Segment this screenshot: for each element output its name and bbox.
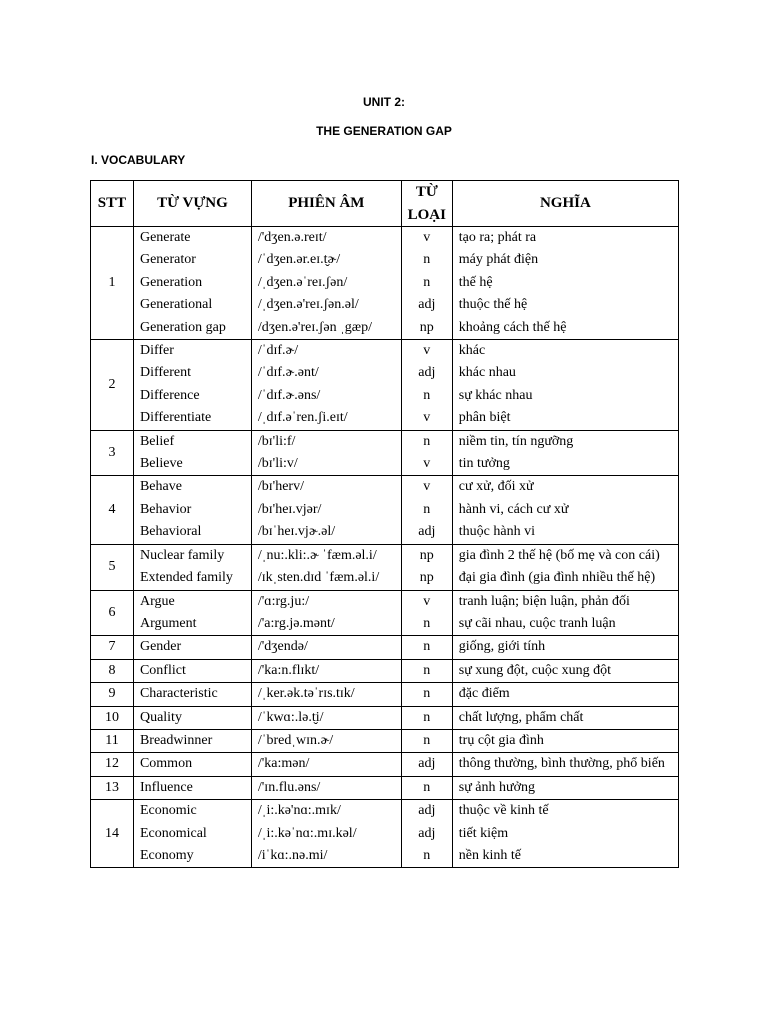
pronunciation: /bɪ'li:f/ — [257, 433, 296, 449]
vocab-word: Differ — [139, 343, 174, 359]
row-number: 12 — [91, 753, 134, 776]
meaning-cell — [452, 590, 678, 636]
table-row — [91, 476, 679, 544]
meaning-cell — [452, 227, 678, 340]
pronunciation-cell — [251, 590, 401, 636]
part-of-speech: n — [423, 847, 431, 863]
part-of-speech: n — [423, 639, 431, 655]
vocab-word: Influence — [139, 779, 193, 795]
pronunciation: /ˌi:.kə'nɑ:.mɪk/ — [257, 803, 341, 819]
header-pos: TỪ LOẠI — [401, 181, 452, 227]
pronunciation: /'dʒendə/ — [257, 639, 308, 655]
row-number: 5 — [91, 544, 134, 590]
pronunciation: /'ɪn.flu.əns/ — [257, 779, 321, 795]
pronunciation: /ˌdʒen.əˈreɪ.ʃən/ — [257, 274, 348, 290]
pronunciation: /ɪkˌsten.dɪd ˈfæm.əl.i/ — [257, 570, 380, 586]
table-row — [91, 753, 679, 776]
pronunciation: /ˌdɪf.əˈren.ʃi.eɪt/ — [257, 410, 348, 426]
table-row — [91, 590, 679, 636]
part-of-speech-cell — [401, 729, 452, 752]
pronunciation-cell — [251, 430, 401, 476]
vocab-word-cell — [133, 430, 251, 476]
vocab-word: Generational — [139, 297, 213, 313]
part-of-speech: adj — [418, 297, 436, 313]
pronunciation: /'ɑ:rg.ju:/ — [257, 593, 310, 609]
part-of-speech: n — [423, 433, 431, 449]
pronunciation-cell — [251, 729, 401, 752]
vocab-word-cell — [133, 800, 251, 868]
meaning-cell — [452, 544, 678, 590]
meaning: thông thường, bình thường, phổ biến — [458, 756, 665, 772]
pronunciation-cell — [251, 706, 401, 729]
vocab-word: Argue — [139, 593, 175, 609]
vocab-word: Generation — [139, 274, 203, 290]
pronunciation-cell — [251, 476, 401, 544]
vocab-word-cell — [133, 636, 251, 659]
header-stt: STT — [91, 181, 134, 227]
part-of-speech: v — [423, 456, 431, 472]
table-row — [91, 544, 679, 590]
vocab-word-cell — [133, 340, 251, 431]
row-number: 2 — [91, 340, 134, 431]
row-number: 3 — [91, 430, 134, 476]
section-heading: I. VOCABULARY — [91, 153, 186, 167]
table-row — [91, 683, 679, 706]
meaning: tạo ra; phát ra — [458, 230, 537, 245]
part-of-speech-cell — [401, 340, 452, 431]
meaning: phân biệt — [458, 410, 511, 426]
meaning: thế hệ — [458, 274, 493, 290]
pronunciation: /ˌker.ək.təˈrɪs.tɪk/ — [257, 686, 355, 702]
vocab-word: Difference — [139, 387, 200, 403]
pronunciation-cell — [251, 683, 401, 706]
part-of-speech-cell — [401, 430, 452, 476]
part-of-speech-cell — [401, 800, 452, 868]
pronunciation: /'dʒen.ə.reɪt/ — [257, 230, 327, 245]
meaning: thuộc về kinh tế — [458, 803, 549, 819]
part-of-speech-cell — [401, 753, 452, 776]
vocab-word-cell — [133, 476, 251, 544]
vocab-word-cell — [133, 659, 251, 682]
table-header-row — [91, 181, 679, 227]
meaning: thuộc thế hệ — [458, 297, 528, 313]
meaning-cell — [452, 636, 678, 659]
part-of-speech: n — [423, 779, 431, 795]
meaning-cell — [452, 776, 678, 799]
pronunciation-cell — [251, 340, 401, 431]
meaning: tranh luận; biện luận, phản đối — [458, 593, 630, 609]
meaning: khác — [458, 343, 486, 359]
meaning: đại gia đình (gia đình nhiều thế hệ) — [458, 570, 656, 586]
row-number: 14 — [91, 800, 134, 868]
vocab-word: Behavior — [139, 501, 192, 517]
vocab-word: Common — [139, 756, 193, 772]
meaning: sự cãi nhau, cuộc tranh luận — [458, 615, 616, 631]
pronunciation: /ˈdɪf.ɚ/ — [257, 343, 299, 359]
vocab-word-cell — [133, 544, 251, 590]
meaning: khác nhau — [458, 365, 516, 381]
row-number: 11 — [91, 729, 134, 752]
part-of-speech: n — [423, 252, 431, 268]
meaning-cell — [452, 706, 678, 729]
pronunciation-cell — [251, 753, 401, 776]
pronunciation: /bɪ'heɪ.vjər/ — [257, 501, 322, 517]
meaning-cell — [452, 476, 678, 544]
vocab-word: Economic — [139, 803, 197, 819]
meaning: hành vi, cách cư xử — [458, 501, 569, 517]
meaning: thuộc hành vi — [458, 524, 535, 540]
meaning: chất lượng, phẩm chất — [458, 709, 584, 725]
meaning: giống, giới tính — [458, 639, 546, 655]
meaning-cell — [452, 683, 678, 706]
meaning-cell — [452, 659, 678, 682]
meaning: trụ cột gia đình — [458, 732, 544, 748]
part-of-speech-cell — [401, 544, 452, 590]
table-row — [91, 776, 679, 799]
row-number: 8 — [91, 659, 134, 682]
part-of-speech-cell — [401, 227, 452, 340]
table-row — [91, 227, 679, 340]
meaning: sự khác nhau — [458, 387, 533, 403]
vocab-word: Argument — [139, 615, 197, 631]
part-of-speech: adj — [418, 524, 436, 540]
vocab-word-cell — [133, 776, 251, 799]
pronunciation-cell — [251, 636, 401, 659]
pronunciation: /ˈkwɑ:.lə.t̬i/ — [257, 709, 324, 725]
row-number: 7 — [91, 636, 134, 659]
part-of-speech: v — [423, 410, 431, 426]
part-of-speech: n — [423, 662, 431, 678]
row-number: 1 — [91, 227, 134, 340]
meaning: gia đình 2 thế hệ (bố mẹ và con cái) — [458, 547, 660, 563]
vocabulary-table — [90, 180, 679, 868]
unit-title: UNIT 2: — [363, 95, 405, 109]
pronunciation: /ˌnu:.kli:.ɚ ˈfæm.əl.i/ — [257, 547, 377, 563]
vocab-word: Breadwinner — [139, 732, 213, 748]
vocab-word: Conflict — [139, 662, 186, 678]
vocab-word: Different — [139, 365, 192, 381]
table-row — [91, 800, 679, 868]
table-row — [91, 636, 679, 659]
part-of-speech: n — [423, 274, 431, 290]
meaning-cell — [452, 340, 678, 431]
vocab-word-cell — [133, 683, 251, 706]
table-row — [91, 340, 679, 431]
table-row — [91, 430, 679, 476]
vocab-word: Believe — [139, 456, 183, 472]
pronunciation-cell — [251, 544, 401, 590]
row-number: 4 — [91, 476, 134, 544]
pronunciation: /iˈkɑ:.nə.mi/ — [257, 847, 328, 863]
row-number: 9 — [91, 683, 134, 706]
meaning: cư xử, đối xử — [458, 479, 534, 495]
part-of-speech: v — [423, 593, 431, 609]
vocab-word: Nuclear family — [139, 547, 225, 563]
vocab-word: Economy — [139, 847, 194, 863]
part-of-speech: adj — [418, 756, 436, 772]
pronunciation: /ˈdʒen.ər.eɪ.t̬ɚ/ — [257, 252, 341, 268]
vocab-word: Quality — [139, 709, 182, 725]
vocab-word: Gender — [139, 639, 182, 655]
row-number: 6 — [91, 590, 134, 636]
vocab-word-cell — [133, 227, 251, 340]
meaning: tin tưởng — [458, 456, 510, 472]
row-number: 10 — [91, 706, 134, 729]
vocab-word: Generate — [139, 230, 191, 245]
part-of-speech: adj — [418, 825, 436, 841]
vocab-word: Differentiate — [139, 410, 212, 426]
vocab-word-cell — [133, 753, 251, 776]
pronunciation: /ˈdɪf.ɚ.ənt/ — [257, 365, 319, 381]
part-of-speech: v — [423, 230, 431, 245]
part-of-speech: adj — [418, 365, 436, 381]
part-of-speech: np — [419, 547, 434, 563]
vocab-word: Generator — [139, 252, 196, 268]
topic-title: THE GENERATION GAP — [316, 124, 452, 138]
vocab-word: Extended family — [139, 570, 233, 586]
pronunciation: /ˌi:.kəˈnɑ:.mɪ.kəl/ — [257, 825, 357, 841]
part-of-speech-cell — [401, 706, 452, 729]
vocab-word: Behavioral — [139, 524, 202, 540]
part-of-speech-cell — [401, 683, 452, 706]
meaning: sự xung đột, cuộc xung đột — [458, 662, 612, 678]
meaning: máy phát điện — [458, 252, 539, 268]
table-row — [91, 706, 679, 729]
table-row — [91, 659, 679, 682]
header-word: TỪ VỰNG — [133, 181, 251, 227]
pronunciation: /bɪ'herv/ — [257, 479, 304, 495]
pronunciation: /'ka:n.flɪkt/ — [257, 662, 320, 678]
pronunciation: /ˌdʒen.ə'reɪ.ʃən.əl/ — [257, 297, 359, 313]
meaning: khoảng cách thế hệ — [458, 319, 567, 335]
vocab-word: Behave — [139, 479, 182, 495]
part-of-speech: n — [423, 686, 431, 702]
pronunciation-cell — [251, 659, 401, 682]
part-of-speech: np — [419, 319, 434, 335]
part-of-speech: n — [423, 615, 431, 631]
pronunciation-cell — [251, 776, 401, 799]
part-of-speech: v — [423, 343, 431, 359]
part-of-speech: v — [423, 479, 431, 495]
part-of-speech: adj — [418, 803, 436, 819]
vocab-word: Generation gap — [139, 319, 226, 335]
part-of-speech: np — [419, 570, 434, 586]
meaning: sự ảnh hưởng — [458, 779, 536, 795]
vocab-word-cell — [133, 706, 251, 729]
part-of-speech: n — [423, 387, 431, 403]
header-meaning: NGHĨA — [452, 181, 678, 227]
part-of-speech: n — [423, 732, 431, 748]
pronunciation: /'ka:mən/ — [257, 756, 310, 772]
meaning-cell — [452, 430, 678, 476]
part-of-speech-cell — [401, 590, 452, 636]
meaning-cell — [452, 800, 678, 868]
pronunciation-cell — [251, 800, 401, 868]
pronunciation: /'a:rg.jə.mənt/ — [257, 615, 335, 631]
table-body — [91, 227, 679, 868]
meaning-cell — [452, 729, 678, 752]
vocab-word: Belief — [139, 433, 175, 449]
part-of-speech-cell — [401, 476, 452, 544]
meaning: nền kinh tế — [458, 847, 521, 863]
pronunciation: /bɪ'li:v/ — [257, 456, 298, 472]
meaning-cell — [452, 753, 678, 776]
part-of-speech-cell — [401, 636, 452, 659]
pronunciation: /bɪˈheɪ.vjɚ.əl/ — [257, 524, 336, 540]
vocab-word-cell — [133, 590, 251, 636]
part-of-speech: n — [423, 709, 431, 725]
row-number: 13 — [91, 776, 134, 799]
meaning: niềm tin, tín ngưỡng — [458, 433, 574, 449]
table-row — [91, 729, 679, 752]
part-of-speech: n — [423, 501, 431, 517]
part-of-speech-cell — [401, 659, 452, 682]
vocab-word: Economical — [139, 825, 207, 841]
vocab-word-cell — [133, 729, 251, 752]
vocab-word: Characteristic — [139, 686, 218, 702]
pronunciation: /ˈdɪf.ɚ.əns/ — [257, 387, 321, 403]
pronunciation: /ˈbredˌwɪn.ɚ/ — [257, 732, 334, 748]
pronunciation-cell — [251, 227, 401, 340]
meaning: tiết kiệm — [458, 825, 509, 841]
part-of-speech-cell — [401, 776, 452, 799]
meaning: đặc điểm — [458, 686, 510, 702]
pronunciation: /dʒen.ə'reɪ.ʃən ˌgæp/ — [257, 319, 372, 335]
header-ipa: PHIÊN ÂM — [251, 181, 401, 227]
